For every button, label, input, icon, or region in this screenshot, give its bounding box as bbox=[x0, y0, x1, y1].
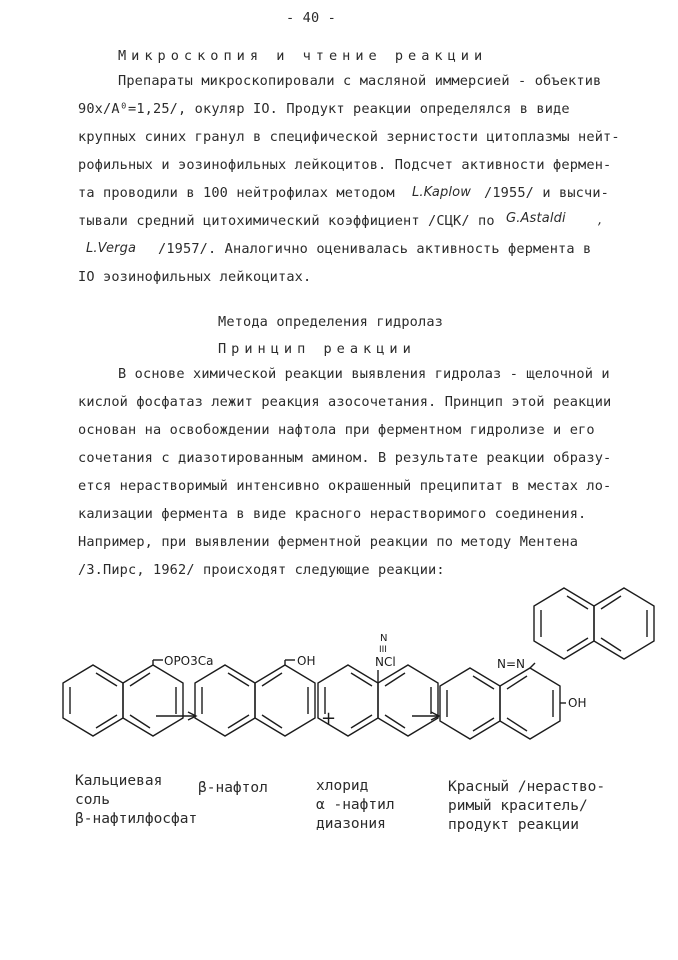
handwritten-kaplow: L.Kaplow bbox=[412, 185, 472, 200]
label-red-dye: Красный /нераство- римый краситель/ продукт реакции bbox=[448, 779, 606, 833]
molecule-calcium-naphthylphosphate bbox=[63, 660, 183, 736]
text-line-2: 90х/А⁰=1,25/, окуляр IO. Продукт реакции определялся в виде bbox=[78, 101, 570, 117]
azo-group: N=N bbox=[497, 657, 526, 671]
text-line-5: та проводили в 100 нейтрофилах методом bbox=[78, 185, 395, 201]
molecule-naphthol bbox=[195, 660, 315, 736]
reaction-arrow-2 bbox=[412, 712, 439, 720]
substituent-oh-2: OH bbox=[568, 696, 587, 710]
text-line-1: Препараты микроскопировали с масляной иммерсией - объектив bbox=[118, 73, 602, 89]
text-line-13: ется нерастворимый интенсивно окрашенный преципитат в местах ло- bbox=[78, 478, 612, 494]
text-line-14: кализации фермента в виде красного нерастворимого соединения. bbox=[78, 506, 587, 522]
label-calcium-salt: Кальциевая соль β-нафтилфосфат bbox=[75, 773, 198, 827]
substituent-oposca: OPO3Ca bbox=[164, 654, 214, 668]
text-line-6: тывали средний цитохимический коэффициент /СЦК/ по bbox=[78, 213, 495, 229]
section-heading-microscopy: Микроскопия и чтение реакции bbox=[118, 48, 488, 64]
text-line-15: Например, при выявлении ферментной реакции по методу Ментена bbox=[78, 534, 579, 550]
diazonium-triple-bond: III bbox=[379, 645, 387, 655]
text-line-16: /З.Пирс, 1962/ происходят следующие реакции: bbox=[78, 562, 445, 578]
diazonium-n: N bbox=[380, 633, 388, 644]
substituent-oh-1: OH bbox=[297, 654, 316, 668]
handwritten-comma: , bbox=[598, 213, 603, 228]
diazonium-ncl: NCl bbox=[375, 655, 396, 669]
section-subheading-principle: Принцип реакции bbox=[218, 341, 416, 357]
label-diazonium-chloride: хлорид α -нафтил диазония bbox=[316, 778, 395, 832]
handwritten-astaldi: G.Astaldi bbox=[506, 211, 566, 226]
section-heading-hydrolases: Метода определения гидролаз bbox=[218, 314, 444, 330]
text-line-9: В основе химической реакции выявления гидролаз - щелочной и bbox=[118, 366, 610, 382]
handwritten-verga: L.Verga bbox=[86, 241, 137, 256]
text-line-3: крупных синих гранул в специфической зернистости цитоплазмы нейт- bbox=[78, 129, 620, 145]
plus-sign: + bbox=[321, 708, 337, 729]
molecule-azo-dye bbox=[440, 588, 654, 739]
text-line-11: основан на освобождении нафтола при ферментном гидролизе и его bbox=[78, 422, 595, 438]
text-line-8: IO эозинофильных лейкоцитах. bbox=[78, 269, 312, 285]
label-naphthol: β-нафтол bbox=[198, 780, 268, 796]
text-line-10: кислой фосфатаз лежит реакция азосочетания. Принцип этой реакции bbox=[78, 394, 612, 410]
text-line-4: рофильных и эозинофильных лейкоцитов. Подсчет активности фермен- bbox=[78, 157, 612, 173]
text-line-5b: /1955/ и высчи- bbox=[484, 185, 610, 201]
text-line-7: /1957/. Аналогично оценивалась активность фермента в bbox=[158, 241, 592, 257]
text-line-12: сочетания с диазотированным амином. В результате реакции образу- bbox=[78, 450, 612, 466]
page-number: - 40 - bbox=[286, 10, 337, 26]
